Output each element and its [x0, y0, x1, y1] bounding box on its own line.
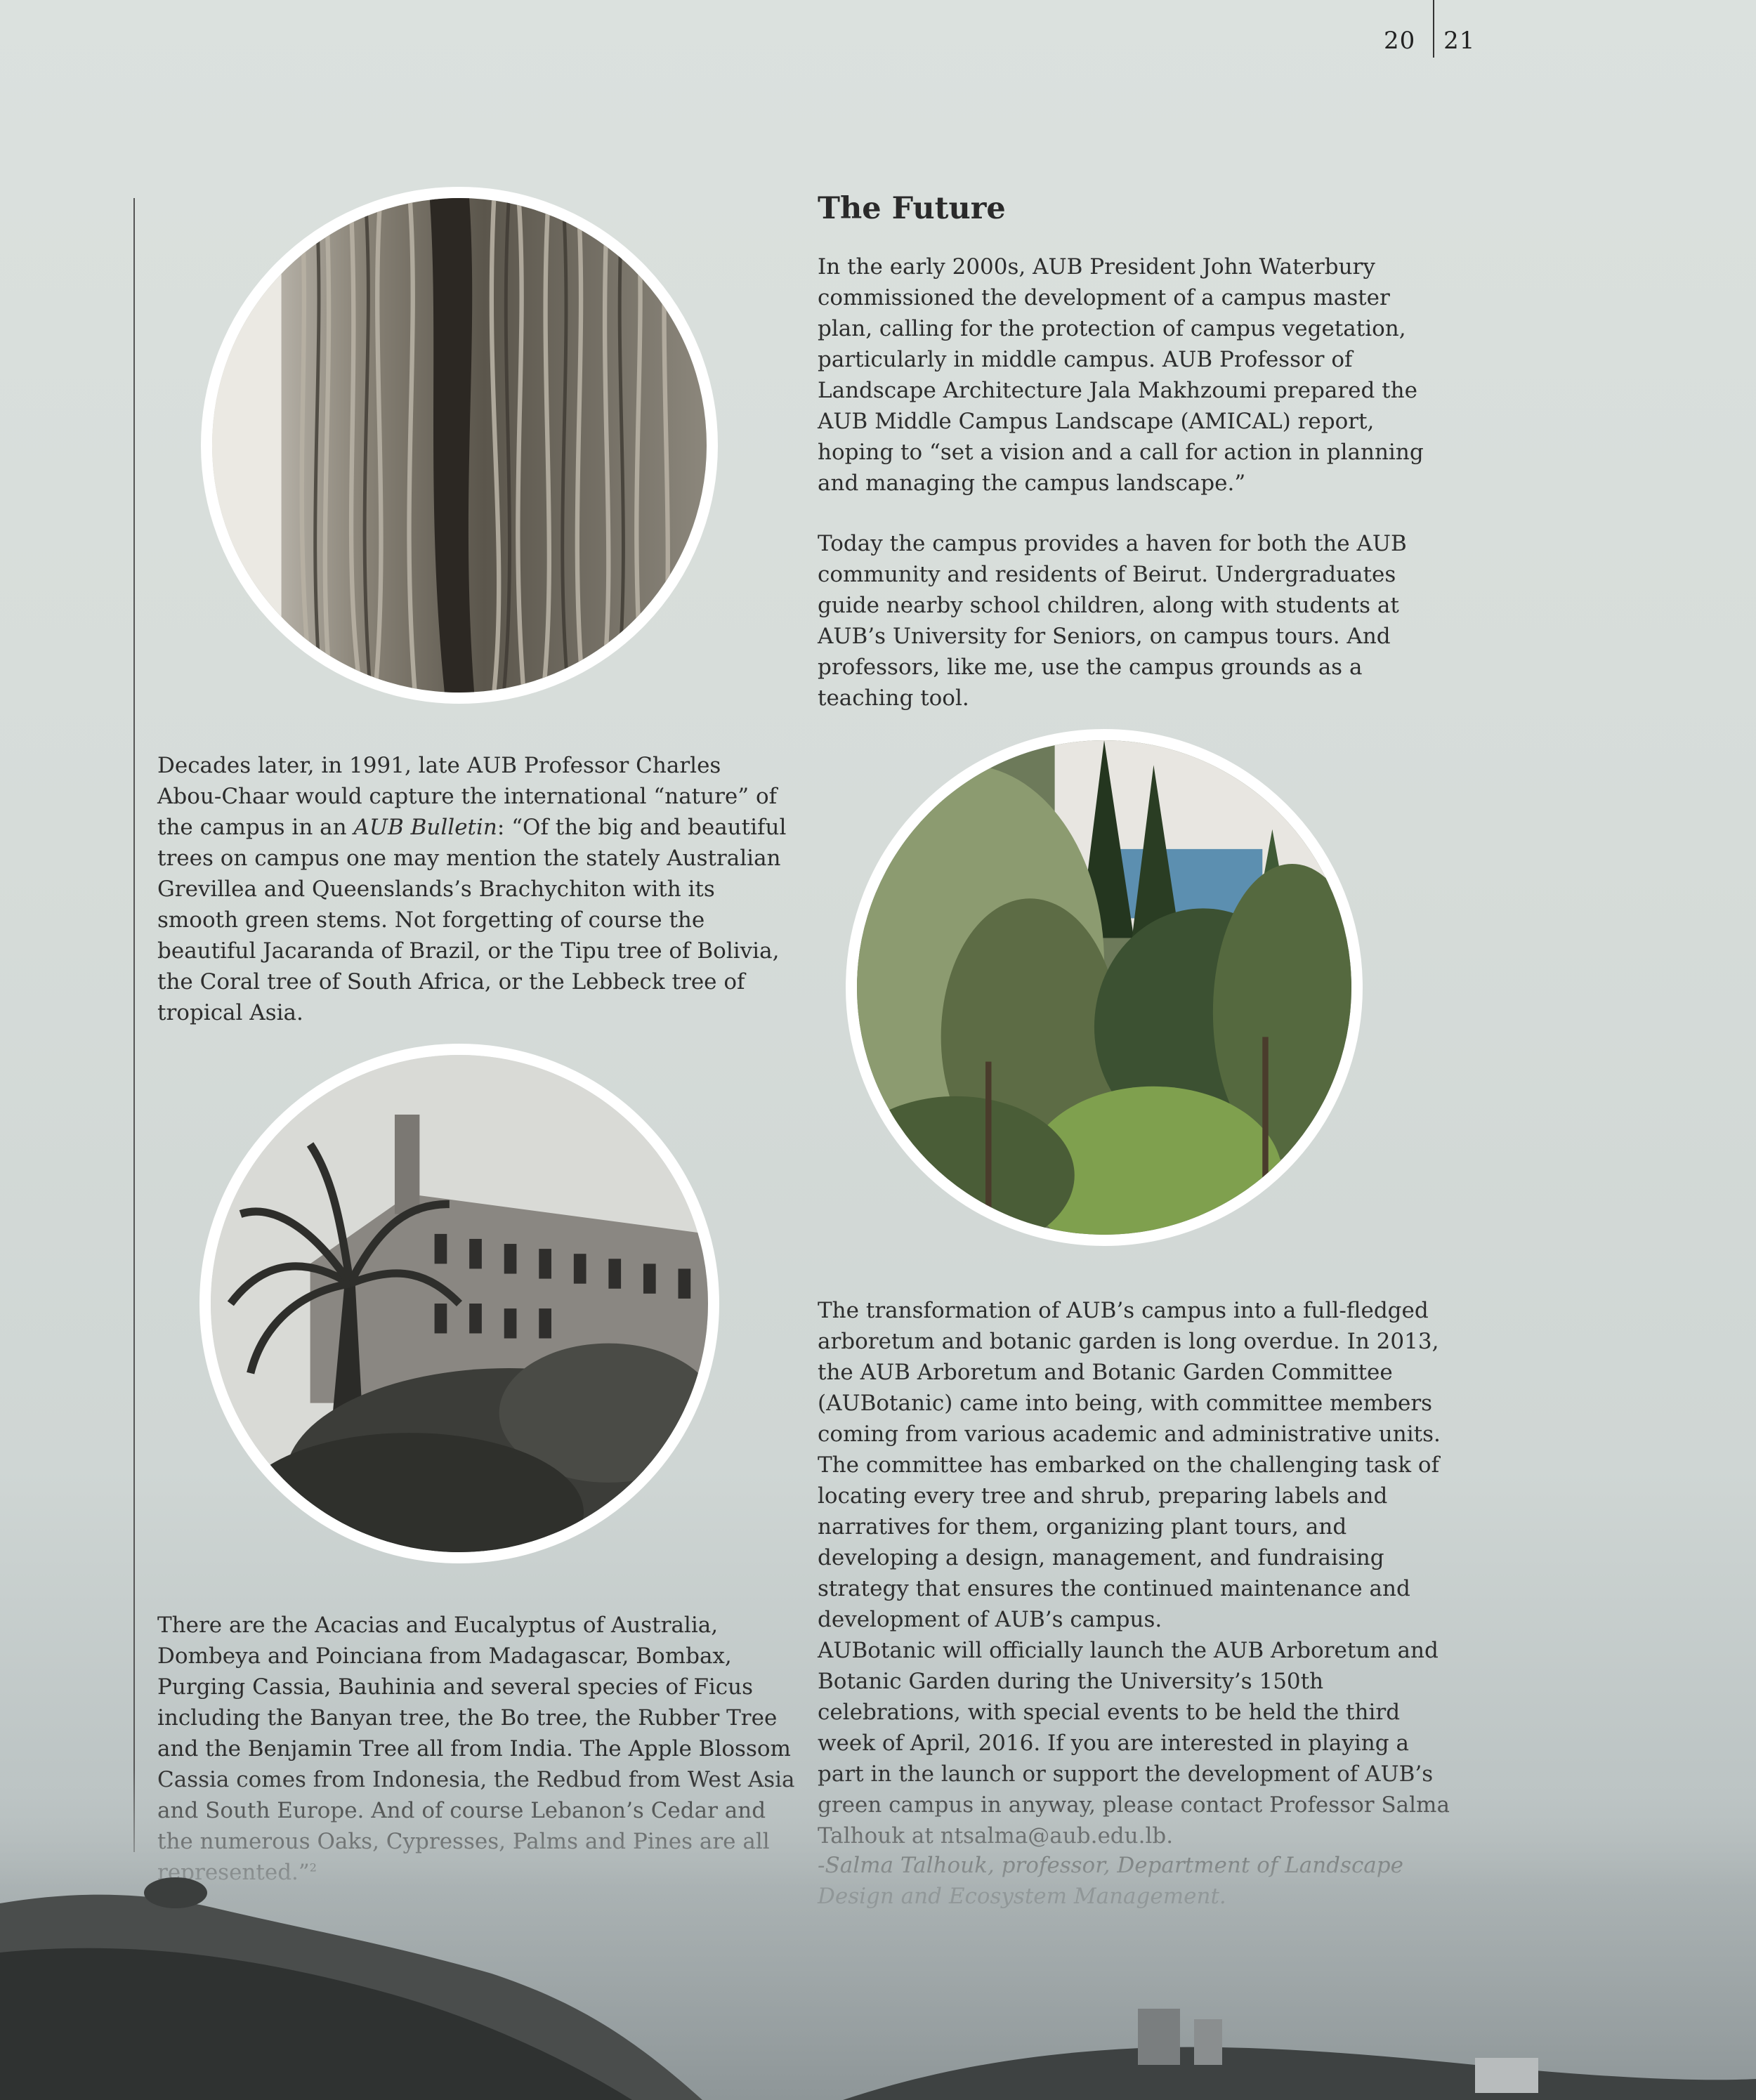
historic-building-photo: [199, 1044, 719, 1563]
right-paragraph-3: [818, 1295, 1450, 1635]
coastal-landscape-background: [0, 1770, 1756, 2100]
banyan-roots-photo: [201, 187, 718, 704]
campus-garden-image: [857, 740, 1351, 1235]
page-number-divider: [1433, 0, 1434, 58]
left-margin-rule: [133, 198, 135, 1852]
right-paragraph-4-text: AUBotanic will officially launch the AUB Arboretum and Botanic Garden during the University’s 150th celebrations, with special events to be held the third week of April, 2016. If you are interested in playing a: [818, 1638, 1439, 1756]
banyan-roots-image: [212, 198, 707, 693]
future-paragraph-2: [818, 528, 1450, 714]
section-heading-the-future: The Future: [818, 191, 1006, 226]
future-paragraph-1: [818, 251, 1450, 499]
left-paragraph-1-text-end: : “Of the big and beautiful trees on campus one may mention the stately Australian Grevillea and Queenslands’s Brachychiton with its smooth green stems. Not forgetting of course the beautiful Jacaranda of Brazil, or the Tipu tree of Bolivia, the Coral tree of South Africa, or the Lebbeck tree of tropical Asia.: [157, 815, 787, 1025]
historic-building-image: [211, 1055, 708, 1552]
aub-bulletin-title: AUB Bulletin: [353, 815, 497, 840]
left-paragraph-1: [157, 750, 789, 1028]
future-paragraph-1-text: In the early 2000s, AUB President John Waterbury commissioned the development of a campus master plan, calling for the protection of campus vegetation, particularly in middle campus. AUB Professor of Landscape Architecture Jala Makhzoumi prepared the AUB Middle Campus Landscape (AMICAL) report, hoping to “set a vision and a call for action in planning and managing the campus landscape.”: [818, 254, 1424, 496]
campus-garden-photo: [846, 729, 1363, 1246]
left-paragraph-1-text-start: Decades later, in 1991, late AUB Professor Charles Abou-Chaar would capture the international “nature” of the campus in an: [157, 753, 778, 840]
left-paragraph-2-text: There are the Acacias and Eucalyptus of Australia, Dombeya and Poinciana from Madagascar, Bombax, Purging Cassia, Bauhinia and several species of Ficus including the Banyan tree, the Bo tree, the Rubber Tree and the Benjamin Tree all from India. The Apple Blossom: [157, 1613, 791, 1761]
page-numbers: [1384, 27, 1475, 55]
left-paragraph-1-body: [157, 750, 789, 1028]
page-number-left: 20: [1384, 27, 1416, 55]
page-number-right: 21: [1443, 27, 1476, 55]
future-paragraph-2-text: Today the campus provides a haven for both the AUB community and residents of Beirut. Undergraduates guide nearby school children, along with students at AUB’s University for Seniors, on campus tours. And professors, like me, use the campus grounds as a teaching tool.: [818, 531, 1407, 711]
right-paragraph-3-text: The transformation of AUB’s campus into a full-fledged arboretum and botanic garden is long overdue. In 2013, the AUB Arboretum and Botanic Garden Committee (AUBotanic) came into being, with committee members coming from various academic and administrative units. The committee has embarked on the challenging task of locating every tree and shrub, preparing labels and narratives for them, organizing plant tours, and developing a design, management, and fundraising strategy that ensures the continued maintenance and development of AUB’s campus.: [818, 1298, 1441, 1632]
